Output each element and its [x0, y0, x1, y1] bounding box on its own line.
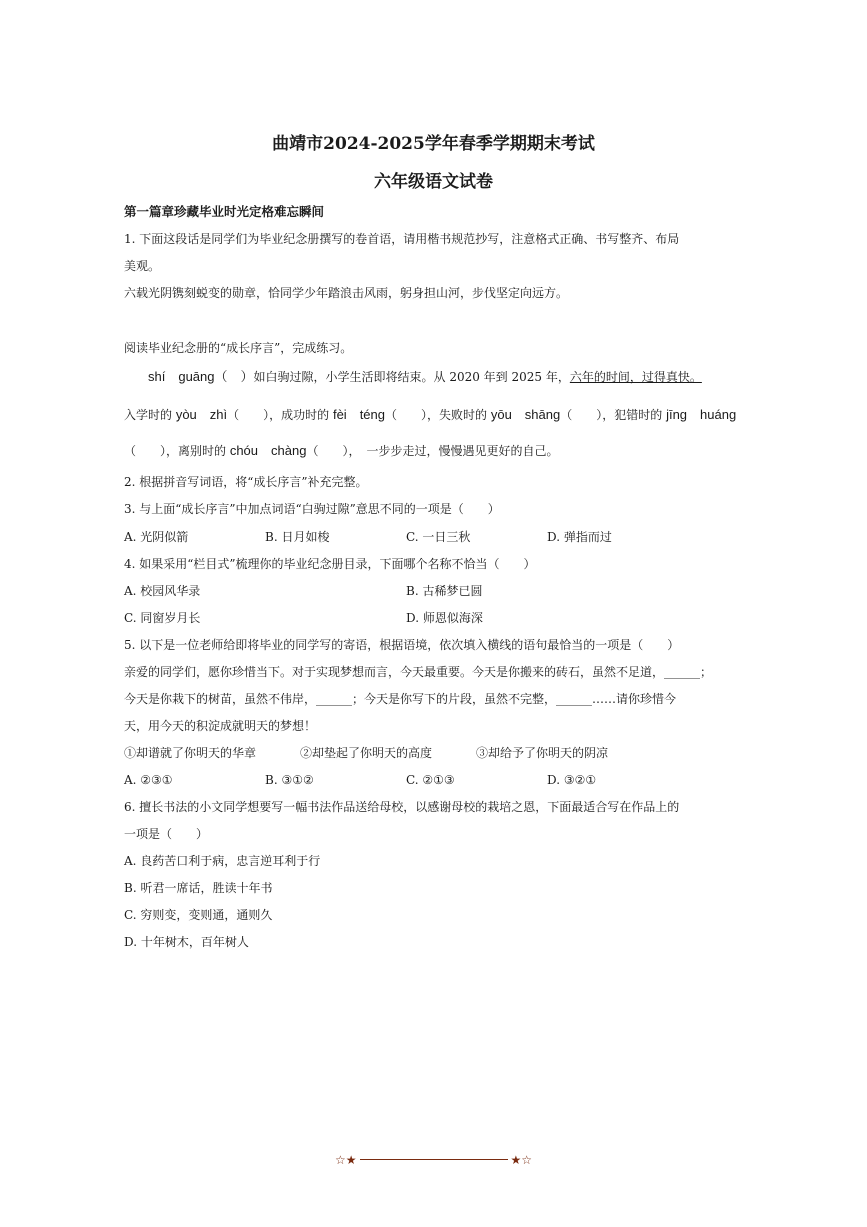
- reading-text: 入学时的: [124, 408, 176, 422]
- answer-blank: （ ），离别时的: [124, 444, 230, 458]
- q4-option-a: A. 校园风华录: [124, 584, 201, 598]
- q5-prompt: 5. 以下是一位老师给即将毕业的同学写的寄语，根据语境，依次填入横线的语句最恰当的一项是（ ）: [124, 638, 680, 652]
- q4-prompt: 4. 如果采用“栏目式”梳理你的毕业纪念册目录，下面哪个名称不恰当（ ）: [124, 557, 536, 571]
- q6-option-a: A. 良药苦口利于病，忠言逆耳利于行: [124, 854, 321, 868]
- q3-prompt: 3. 与上面“成长序言”中加点词语“白驹过隙”意思不同的一项是（ ）: [124, 502, 500, 516]
- q5-passage-line2: 今天是你栽下的树苗，虽然不伟岸，______；今天是你写下的片段，虽然不完整，______……请你珍惜今: [124, 692, 677, 706]
- q3-option-c: C. 一日三秋: [406, 530, 471, 544]
- q3-option-d: D. 弹指而过: [547, 530, 612, 544]
- pinyin-shiguang: shí guāng（ ）: [148, 369, 254, 384]
- page-footer-ornament: [0, 1152, 867, 1168]
- reading-paragraph-line1: [148, 369, 702, 385]
- pinyin-feiteng: fèi téng: [332, 407, 386, 422]
- reading-paragraph-line3: [124, 443, 558, 459]
- q6-option-c: C. 穷则变，变则通，通则久: [124, 908, 273, 922]
- q1-copy-text: 六载光阴镌刻蜕变的勋章，恰同学少年踏浪击风雨，躬身担山河，步伐坚定向远方。: [124, 286, 569, 300]
- answer-blank: （ ），成功时的: [227, 408, 333, 422]
- q1-prompt-line1: 1. 下面这段话是同学们为毕业纪念册撰写的卷首语，请用楷书规范抄写，注意格式正确、书写整齐、布局: [124, 232, 680, 246]
- answer-blank: （ ），犯错时的: [560, 408, 667, 422]
- q5-choice-1: ①却谱就了你明天的华章: [124, 746, 257, 760]
- star-icon: ★☆: [510, 1153, 533, 1167]
- underlined-sentence: 六年的时间，过得真快。: [569, 370, 702, 384]
- reading-text: （ ）， 一步步走过，慢慢遇见更好的自己。: [306, 444, 559, 458]
- reading-paragraph-line2: [124, 407, 736, 423]
- reading-intro: 阅读毕业纪念册的“成长序言”，完成练习。: [124, 341, 353, 355]
- q2-prompt: 2. 根据拼音写词语，将“成长序言”补充完整。: [124, 475, 368, 489]
- q5-passage-line1: 亲爱的同学们，愿你珍惜当下。对于实现梦想而言，今天最重要。今天是你搬来的砖石，虽然不足道，______；: [124, 665, 713, 679]
- q6-option-d: D. 十年树木，百年树人: [124, 935, 249, 949]
- pinyin-jinghuang: jīng huáng: [666, 407, 737, 422]
- q5-option-b: B. ③①②: [265, 773, 314, 787]
- section-heading: 第一篇章珍藏毕业时光定格难忘瞬间: [124, 204, 325, 219]
- q4-option-b: B. 古稀梦已圆: [406, 584, 483, 598]
- exam-subtitle: 六年级语文试卷: [374, 172, 493, 192]
- q1-prompt-line2: 美观。: [124, 259, 161, 273]
- pinyin-youshang: yōu shāng: [490, 407, 561, 422]
- exam-title: 曲靖市2024-2025学年春季学期期末考试: [272, 134, 595, 154]
- q5-choice-3: ③却给予了你明天的阴凉: [476, 746, 609, 760]
- q4-option-c: C. 同窗岁月长: [124, 611, 201, 625]
- q6-prompt-line1: 6. 擅长书法的小文同学想要写一幅书法作品送给母校，以感谢母校的栽培之恩，下面最适合写在作品上的: [124, 800, 680, 814]
- q5-choice-2: ②却垫起了你明天的高度: [300, 746, 433, 760]
- q6-prompt-line2: 一项是（ ）: [124, 827, 209, 841]
- star-icon: ☆★: [334, 1153, 357, 1167]
- q5-passage-line3: 天，用今天的积淀成就明天的梦想！: [124, 719, 317, 733]
- q3-option-b: B. 日月如梭: [265, 530, 330, 544]
- q5-option-a: A. ②③①: [124, 773, 173, 787]
- pinyin-youzhi: yòu zhì: [175, 407, 228, 422]
- q4-option-d: D. 师恩似海深: [406, 611, 483, 625]
- q5-option-c: C. ②①③: [406, 773, 455, 787]
- pinyin-chouchang: chóu chàng: [229, 443, 307, 458]
- reading-text: 如白驹过隙，小学生活即将结束。从 2020 年到 2025 年，: [253, 370, 570, 384]
- answer-blank: （ ），失败时的: [385, 408, 491, 422]
- footer-divider: [360, 1159, 508, 1160]
- q3-option-a: A. 光阴似箭: [124, 530, 189, 544]
- q5-option-d: D. ③②①: [547, 773, 597, 787]
- q6-option-b: B. 听君一席话，胜读十年书: [124, 881, 273, 895]
